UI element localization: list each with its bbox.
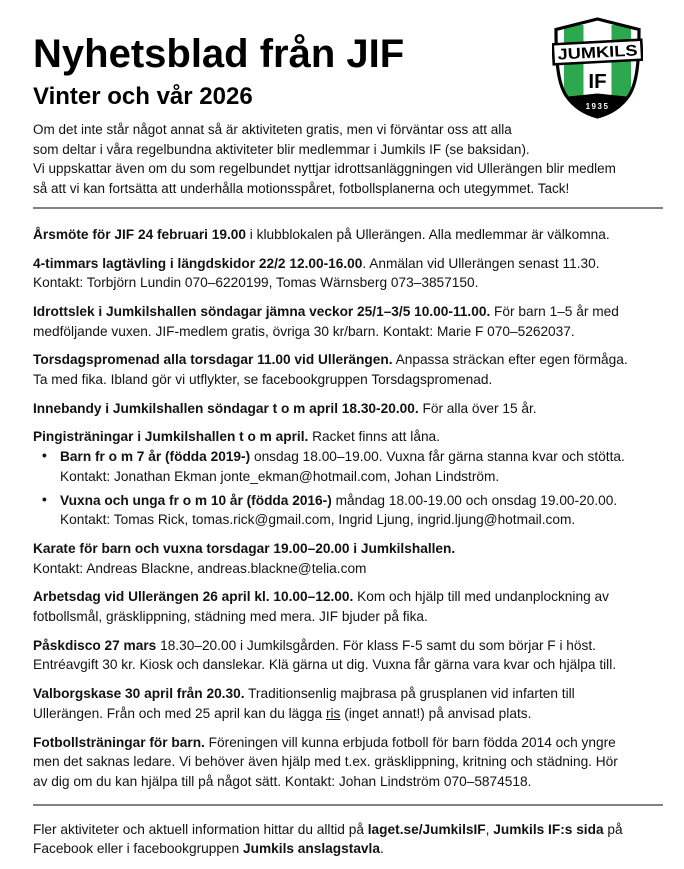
section-lagtavling: 4-timmars lagtävling i längdskidor 22/2 12.00-16.00. Anmälan vid Ullerängen senast 11.30. Kontakt: Torbjörn Lundin 070–6220199, Tomas Wärnsberg 073–3857150. [33, 255, 600, 291]
footer-paragraph: Fler aktiviteter och aktuell information hittar du alltid på laget.se/JumkilsIF, Jumkils IF:s sida på Facebook eller i facebookgruppen Jumkils anslagstavla. [33, 821, 623, 857]
bullet-item: • Barn fr o m 7 år (födda 2019-) onsdag 18.00–19.00. Vuxna får gärna stanna kvar och stötta. Kontakt: Jonathan Ekman jonte_ekman@hotmail.com, Johan Lindström. [33, 447, 665, 486]
section-idrottslek: Idrottslek i Jumkilshallen söndagar jämna veckor 25/1–3/5 10.00-11.00. För barn 1–5 år med medföljande vuxen. JIF-medlem gratis, övriga 30 kr/barn. Kontakt: Marie F 070–5262037. [33, 303, 619, 339]
club-initials-label: IF [588, 70, 607, 93]
page-title: Nyhetsblad från JIF [33, 32, 405, 76]
page-content [33, 0, 665, 859]
bullet-item: • Vuxna och unga fr o m 10 år (födda 2016-) måndag 18.00-19.00 och onsdag 19.00-20.00. Kontakt: Tomas Rick, tomas.rick@gmail.com, Ingrid Ljung, ingrid.ljung@hotmail.com. [33, 491, 665, 530]
founded-year-label: 1935 [585, 102, 610, 111]
section-torsdagspromenad: Torsdagspromenad alla torsdagar 11.00 vid Ullerängen. Anpassa sträckan efter egen förmåga. Ta med fika. Ibland gör vi utflykter, se facebookgruppen Torsdagspromenad. [33, 352, 628, 388]
section-fotbollstraningar: Fotbollsträningar för barn. Föreningen vill kunna erbjuda fotboll för barn födda 2014 och yngre men det saknas ledare. Vi behöver även hjälp med t.ex. gräsklippning, kritning och städning. Hör av dig om du kan hjälpa till på något sätt. Kontakt: Johan Lindström 070–5874518. [33, 734, 618, 789]
section-arsmote: Årsmöte för JIF 24 februari 19.00 i klubblokalen på Ullerängen. Alla medlemmar är välkomna. [33, 226, 610, 242]
sections [33, 225, 665, 792]
section-innebandy: Innebandy i Jumkilshallen söndagar t o m april 18.30-20.00. För alla över 15 år. [33, 400, 537, 416]
bullet-list [33, 447, 665, 530]
section-paskdisco: Påskdisco 27 mars 18.30–20.00 i Jumkilsgården. För klass F-5 samt du som börjar F i höst. Entréavgift 30 kr. Kiosk och danslekar. Klä gärna ut dig. Vuxna får gärna vara kvar och hjälpa till. [33, 637, 617, 673]
top-divider [33, 207, 663, 209]
section-valborgskase: Valborgskase 30 april från 20.30. Traditionsenlig majbrasa på grusplanen vid infarten till Ullerängen. Från och med 25 april kan du lägga ris (inget annat!) på anvisad plats. [33, 686, 575, 721]
page-subtitle: Vinter och vår 2026 [33, 83, 253, 110]
section-arbetsdag: Arbetsdag vid Ullerängen 26 april kl. 10.00–12.00. Kom och hjälp till med undanplockning av fotbollsmål, gräsklippning, städning med mera. JIF bjuder på fika. [33, 589, 609, 625]
intro-paragraph: Om det inte står något annat så är aktiviteten gratis, men vi förväntar oss att alla som deltar i våra regelbundna aktiviteter blir medlemmar i Jumkils IF (se baksidan). Vi uppskattar även om du som regelbundet nyttjar idrottsanläggningen vid Ullerängen blir medlem så att vi kan fortsätta att underhålla motionsspåret, fotbollsplanerna och utegymmet. Tack! [33, 122, 616, 197]
section-pingis: Pingisträningar i Jumkilshallen t o m april. Racket finns att låna. [33, 429, 440, 445]
club-name-label: JUMKILS [557, 43, 627, 64]
bottom-divider [33, 804, 663, 806]
section-karate: Karate för barn och vuxna torsdagar 19.00–20.00 i Jumkilshallen. Kontakt: Andreas Blackne, andreas.blackne@telia.com [33, 540, 456, 576]
